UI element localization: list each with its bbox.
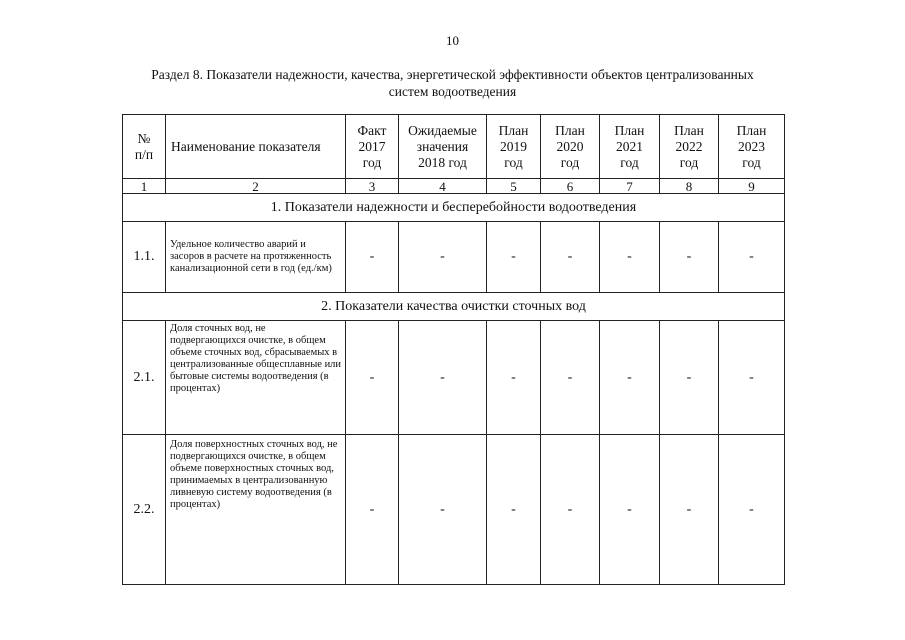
- column-number: 6: [541, 179, 600, 194]
- header-col-expected-2018: Ожидаемые значения 2018 год: [399, 115, 487, 179]
- section-row-1: [123, 194, 785, 222]
- table-row: [123, 222, 785, 293]
- section-title: [0, 66, 905, 100]
- row-value: -: [600, 222, 660, 293]
- row-value: -: [399, 321, 487, 435]
- section-2-title: 2. Показатели качества очистки сточных вод: [123, 293, 785, 321]
- section-row-2: [123, 293, 785, 321]
- column-number: 9: [719, 179, 785, 194]
- row-indicator-name: Доля поверхностных сточных вод, не подвергающихся очистке, в общем объеме поверхностных сточных вод, принимаемых в централизованную ливневую систему водоотведения (в процентах): [166, 435, 346, 585]
- row-indicator-name: Доля сточных вод, не подвергающихся очистке, в общем объеме сточных вод, сбрасываемых в централизованные общесплавные или бытовые системы водоотведения (в процентах): [166, 321, 346, 435]
- row-value: -: [346, 222, 399, 293]
- header-col-name: Наименование показателя: [166, 115, 346, 179]
- row-value: -: [719, 435, 785, 585]
- row-value: -: [399, 222, 487, 293]
- row-number: 2.2.: [123, 435, 166, 585]
- header-col-plan-2022: План 2022 год: [660, 115, 719, 179]
- row-value: -: [660, 321, 719, 435]
- row-value: -: [660, 435, 719, 585]
- row-value: -: [541, 222, 600, 293]
- page-number: 10: [446, 33, 459, 48]
- column-number: 4: [399, 179, 487, 194]
- row-value: -: [487, 435, 541, 585]
- column-number: 2: [166, 179, 346, 194]
- column-number: 7: [600, 179, 660, 194]
- header-col-plan-2021: План 2021 год: [600, 115, 660, 179]
- indicators-table: [122, 114, 785, 585]
- column-number: 1: [123, 179, 166, 194]
- row-number: 2.1.: [123, 321, 166, 435]
- row-value: -: [719, 321, 785, 435]
- column-number: 8: [660, 179, 719, 194]
- row-value: -: [719, 222, 785, 293]
- header-col-plan-2023: План 2023 год: [719, 115, 785, 179]
- column-numbers-row: [123, 179, 785, 194]
- row-value: -: [399, 435, 487, 585]
- section-title-line-1: Раздел 8. Показатели надежности, качества, энергетической эффективности объектов централизованных: [151, 67, 754, 82]
- section-title-line-2: систем водоотведения: [388, 84, 517, 99]
- header-col-fact-2017: Факт 2017 год: [346, 115, 399, 179]
- column-number: 5: [487, 179, 541, 194]
- row-value: -: [487, 321, 541, 435]
- header-col-plan-2020: План 2020 год: [541, 115, 600, 179]
- section-1-title: 1. Показатели надежности и бесперебойности водоотведения: [123, 194, 785, 222]
- column-number: 3: [346, 179, 399, 194]
- row-value: -: [487, 222, 541, 293]
- row-number: 1.1.: [123, 222, 166, 293]
- header-col-num: № п/п: [123, 115, 166, 179]
- row-value: -: [346, 435, 399, 585]
- header-row: [123, 115, 785, 179]
- row-value: -: [660, 222, 719, 293]
- header-col-plan-2019: План 2019 год: [487, 115, 541, 179]
- table-row: [123, 321, 785, 435]
- table-row: [123, 435, 785, 585]
- row-value: -: [600, 435, 660, 585]
- row-indicator-name: Удельное количество аварий и засоров в расчете на протяженность канализационной сети в год (ед./км): [166, 222, 346, 293]
- row-value: -: [600, 321, 660, 435]
- row-value: -: [541, 435, 600, 585]
- row-value: -: [346, 321, 399, 435]
- row-value: -: [541, 321, 600, 435]
